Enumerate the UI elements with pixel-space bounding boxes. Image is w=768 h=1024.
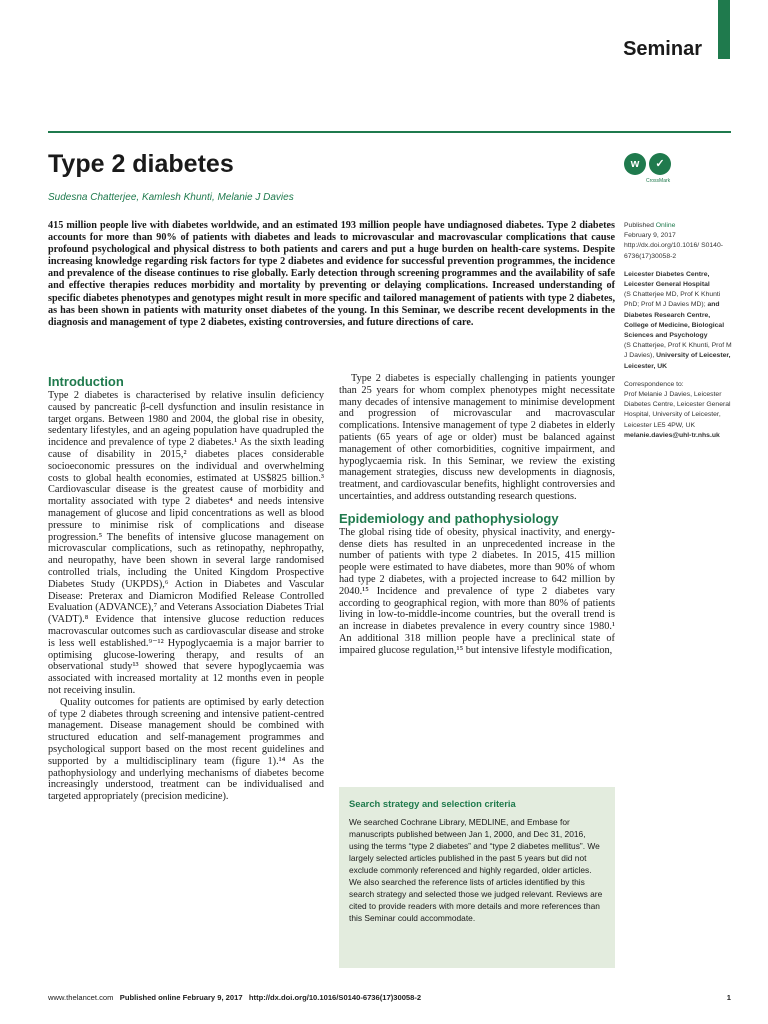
- published-online-link[interactable]: Online: [655, 222, 676, 229]
- correspondence: [624, 380, 734, 441]
- published-label: Published: [624, 222, 654, 229]
- header-accent-bar: [718, 0, 730, 59]
- footer-site[interactable]: www.thelancet.com: [48, 993, 114, 1002]
- article-logos: [624, 153, 680, 189]
- crossmark-icon[interactable]: ✓: [649, 153, 671, 175]
- search-strategy-panel: [339, 787, 615, 968]
- section-label: Seminar: [623, 38, 702, 60]
- affiliation-1: Leicester Diabetes Centre, Leicester General Hospital: [624, 270, 710, 289]
- page-number: 1: [726, 993, 731, 1002]
- crossmark-caption: CrossMark: [646, 178, 671, 184]
- affiliation-1-authors: (S Chatterjee MD, Prof K Khunti PhD; Prof M J Davies MD);: [624, 291, 721, 309]
- article-sidebar: [624, 221, 734, 449]
- publication-info: [624, 221, 734, 262]
- article-title: Type 2 diabetes: [48, 150, 234, 178]
- correspondence-email[interactable]: melanie.davies@uhl-tr.nhs.uk: [624, 431, 720, 439]
- column-left: [48, 373, 324, 803]
- footer-published: Published online February 9, 2017: [119, 993, 243, 1002]
- intro-continued-paragraph: Type 2 diabetes is especially challenging in patients younger than 25 years for whom complex phenotypes might necessitate many decades of intensive management to minimise development and progression of microvascular and macrovascular complications. Intensive management of type 2 diabetes in elderly patients (65 years of age or older) must be balanced against management of other comorbidities, cognitive impairment, and hypoglycaemia risk. In this Seminar, we review the existing management strategies, discuss new developments in diagnosis, treatment, and cardiovascular benefits, highlight controversies and uncertainties, and address outstanding research questions.: [339, 373, 615, 502]
- affiliation-and: and: [707, 301, 720, 309]
- introduction-paragraph-2: Quality outcomes for patients are optimised by early detection of type 2 diabetes through screening and intensive patient-centred management. Disease management should be combined with structured education and self-management programmes and psychological support based on the most recent guidelines and supported by a multidisciplinary team (figure 1).¹⁴ As the pathophysiology and underlying mechanisms of diabetes become increasingly understood, treatment can be individualised and targeted appropriately (precision medicine).: [48, 696, 324, 803]
- article-abstract: 415 million people live with diabetes worldwide, and an estimated 193 million people have undiagnosed diabetes. Type 2 diabetes accounts for more than 90% of patients with diabetes and leads to microvascular and macrovascular complications that cause profound psychological and physical distress to both patients and carers and put a huge burden on health-care systems. Despite increasing knowledge regarding risk factors for type 2 diabetes and evidence for successful prevention programmes, the incidence and prevalence of the disease continues to rise globally. Early detection through screening programmes and the availability of safe and effective therapies reduces morbidity and mortality by preventing or delaying complications. Increased understanding of specific diabetes phenotypes and genotypes might result in more specific and tailored management of patients with type 2 diabetes, as has been shown in patients with maturity onset diabetes of the young. In this Seminar, we describe recent developments in the diagnosis and management of type 2 diabetes, existing controversies, and future directions of care.: [48, 220, 615, 328]
- column-right: [339, 373, 615, 657]
- search-strategy-title: Search strategy and selection criteria: [349, 798, 516, 809]
- header-rule: [48, 131, 731, 133]
- published-date: February 9, 2017: [624, 232, 676, 240]
- epidemiology-heading: Epidemiology and pathophysiology: [339, 510, 559, 526]
- affiliation-2-place: University of Leicester, Leicester, UK: [624, 352, 731, 370]
- author-affiliations: [624, 270, 734, 372]
- lancet-w-logo-icon: w: [624, 153, 646, 175]
- article-authors: Sudesna Chatterjee, Kamlesh Khunti, Melanie J Davies: [48, 192, 294, 203]
- epidemiology-paragraph: The global rising tide of obesity, physical inactivity, and energy-dense diets has resulted in an unprecedented increase in the number of patients with type 2 diabetes. In 2015, 415 million people were estimated to have diabetes, more than 90% of whom had type 2 diabetes, with a projected increase to 642 million by 2040.¹⁵ Incidence and prevalence of type 2 diabetes vary according to geographical region, with more than 80% of patients living in low-to-middle-income countries, but the overall trend is an increase in diabetes prevalence in every country since 1980.¹ An additional 318 million people have a preclinical state of impaired glucose regulation,¹⁵ but intensive lifestyle modification,: [339, 526, 615, 656]
- introduction-paragraph-1: Type 2 diabetes is characterised by relative insulin deficiency caused by pancreatic β-cell dysfunction and insulin resistance in target organs. Between 1980 and 2004, the global rise in obesity, sedentary lifestyles, and an ageing population have quadrupled the incidence and prevalence of type 2 diabetes.¹ As the sixth leading cause of disability in 2015,² diabetes places considerable socioeconomic pressures on the individual and overwhelming costs to global health economies, estimated at US$825 billion.³ Cardiovascular disease is the greatest cause of morbidity and mortality associated with type 2 diabetes⁴ and needs intensive management of glucose and lipid concentrations as well as blood pressure to minimise risk of complications and disease progression.⁵ The benefits of intensive glucose management on microvascular complications, such as retinopathy, nephropathy, and neuropathy, have been shown in several large randomised controlled trials, including the United Kingdom Prospective Diabetes Study (UKPDS),⁶ Action in Diabetes and Vascular Disease: Preterax and Diamicron Modified Release Controlled Evaluation (ADVANCE),⁷ and Veterans Association Diabetes Trial (VADT).⁸ Evidence that intensive glucose reduction reduces macrovascular outcomes such as cardiovascular disease and stroke is less well established.⁹⁻¹² Hypoglycaemia is a major barrier to optimising glucose-lowering therapy, and results of an observational study¹³ showed that severe hypoglycaemia was associated with increased mortality at 12 months even in people not receiving insulin.: [48, 390, 324, 696]
- article-doi[interactable]: http://dx.doi.org/10.1016/ S0140-6736(17)30058-2: [624, 242, 724, 260]
- page-footer: [48, 993, 731, 1002]
- affiliation-2-authors: (S Chatterjee, Prof K Khunti, Prof M J Davies),: [624, 342, 732, 360]
- affiliation-2: Diabetes Research Centre, College of Medicine, Biological Sciences and Psychology: [624, 311, 725, 340]
- search-strategy-text: We searched Cochrane Library, MEDLINE, and Embase for manuscripts published between Jan 1, 2000, and Dec 31, 2016, using the terms “type 2 diabetes” and “type 2 diabetes mellitus”. We largely selected articles published in the past 5 years but did not exclude commonly referenced and highly regarded, older articles. We also searched the reference lists of articles identified by this search strategy and selected those we judged relevant. Reviews are cited to provide readers with more details and more references than this Seminar could accommodate.: [349, 817, 603, 923]
- correspondence-label: Correspondence to:: [624, 380, 684, 388]
- footer-doi[interactable]: http://dx.doi.org/10.1016/S0140-6736(17)30058-2: [248, 993, 422, 1002]
- correspondence-address: Prof Melanie J Davies, Leicester Diabetes Centre, Leicester General Hospital, University of Leicester, Leicester LE5 4PW, UK: [624, 391, 731, 429]
- introduction-heading: Introduction: [48, 374, 124, 389]
